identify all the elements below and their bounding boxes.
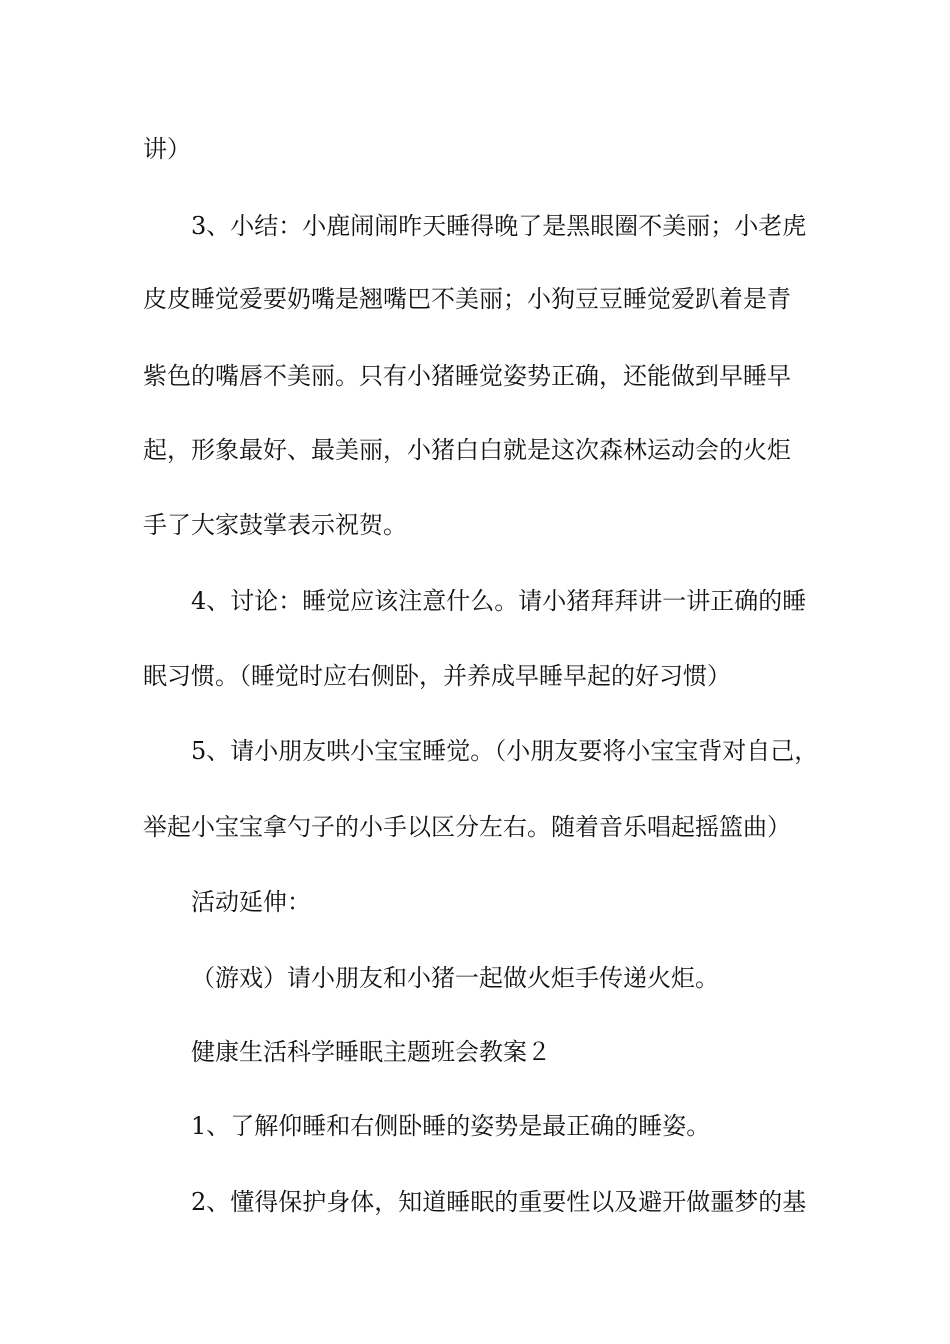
text-line: 4、讨论：睡觉应该注意什么。请小猪拜拜讲一讲正确的睡: [191, 587, 807, 615]
text-line: 皮皮睡觉爱要奶嘴是翘嘴巴不美丽；小狗豆豆睡觉爱趴着是青: [143, 285, 791, 313]
text-line: （游戏）请小朋友和小猪一起做火炬手传递火炬。: [191, 964, 719, 992]
text-line: 举起小宝宝拿勺子的小手以区分左右。随着音乐唱起摇篮曲）: [143, 813, 791, 841]
text-line: 1、了解仰睡和右侧卧睡的姿势是最正确的睡姿。: [191, 1112, 711, 1140]
text-line: 眠习惯。（睡觉时应右侧卧，并养成早睡早起的好习惯）: [143, 662, 731, 690]
text-line: 起，形象最好、最美丽，小猪白白就是这次森林运动会的火炬: [143, 436, 791, 464]
text-line: 讲）: [143, 135, 191, 163]
text-line: 紫色的嘴唇不美丽。只有小猪睡觉姿势正确，还能做到早睡早: [143, 362, 791, 390]
text-line: 5、请小朋友哄小宝宝睡觉。（小朋友要将小宝宝背对自己，: [191, 737, 819, 765]
section-heading: 活动延伸：: [191, 888, 311, 916]
document-title: 健康生活科学睡眠主题班会教案２: [191, 1038, 551, 1066]
text-line: 3、小结：小鹿闹闹昨天睡得晚了是黑眼圈不美丽；小老虎: [191, 212, 807, 240]
text-line: 2、懂得保护身体，知道睡眠的重要性以及避开做噩梦的基: [191, 1188, 807, 1216]
text-line: 手了大家鼓掌表示祝贺。: [143, 511, 407, 539]
